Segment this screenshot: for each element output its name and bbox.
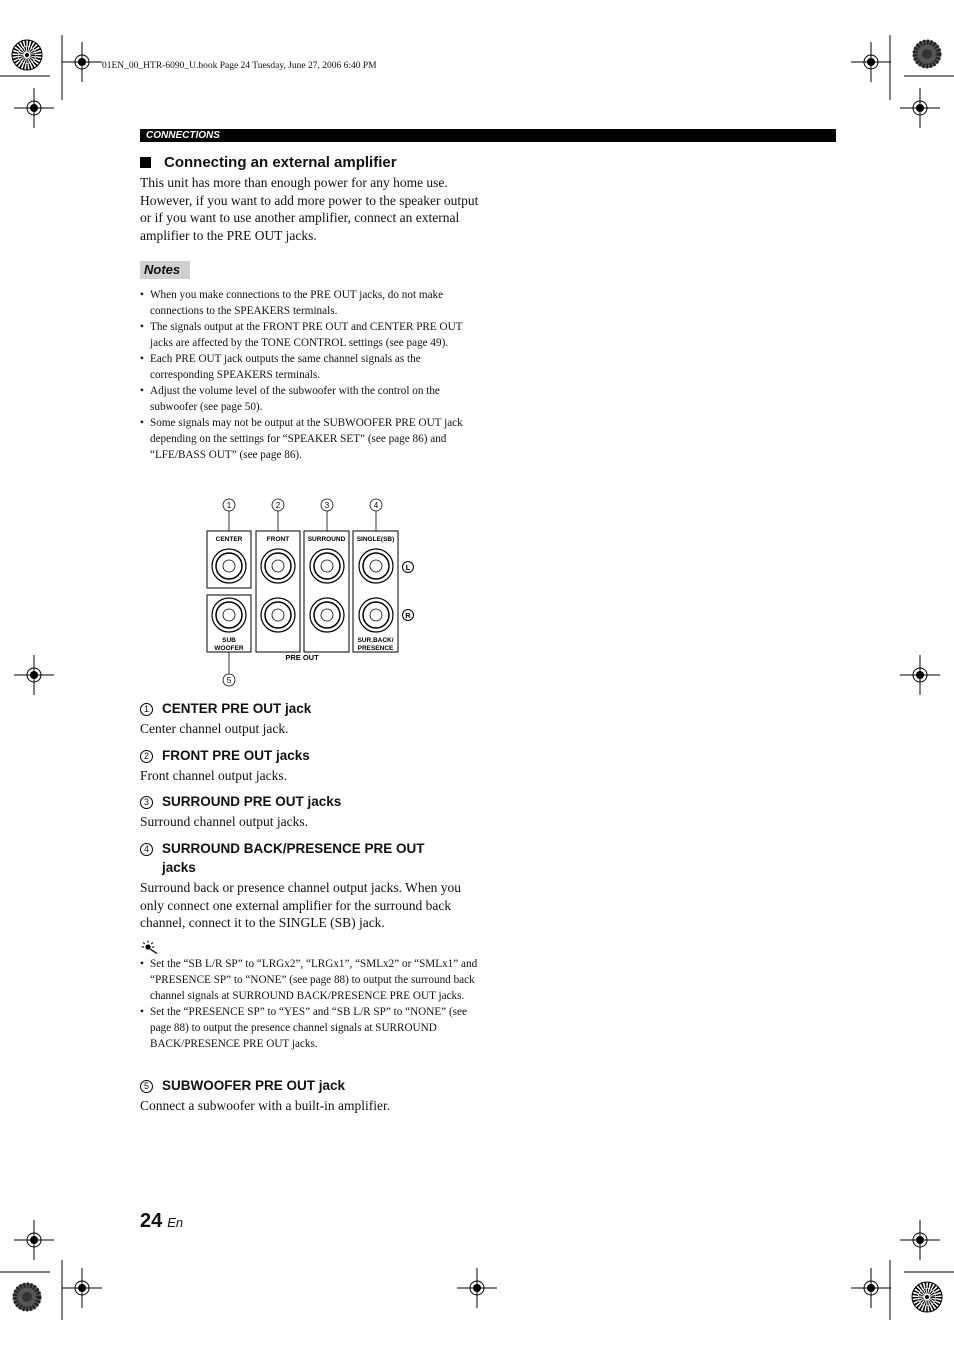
surback-label: SUR.BACK/: [357, 637, 394, 644]
center-label: CENTER: [215, 536, 243, 543]
surround-label: SURROUND: [307, 536, 346, 543]
crosshair-icon: [14, 655, 54, 695]
page-number: 24 En: [140, 1210, 184, 1232]
registration-wheel-icon: [912, 1282, 942, 1312]
crosshair-icon: [900, 655, 940, 695]
callout-4: [370, 499, 382, 531]
callout-5: [223, 652, 235, 686]
crosshair-icon: [851, 42, 891, 82]
notes-tag: [140, 261, 190, 279]
page-title: Connecting an external amplifier: [140, 154, 397, 171]
item-body-3: Surround channel output jacks.: [140, 814, 308, 829]
surround-l-jack[interactable]: [310, 549, 344, 583]
sub-label: SUB: [222, 637, 236, 644]
crosshair-icon: [62, 42, 102, 82]
tips-list: [140, 956, 485, 1052]
list-item: • Set the “PRESENCE SP” to “YES” and “SB L/R SP” to “NONE” (see page 88) to output the presence channel signals at SURROUND BACK/PRESENCE PRE OUT jacks.: [140, 1004, 485, 1052]
presence-label: PRESENCE: [357, 645, 394, 652]
svg-text:5: 5: [226, 676, 232, 685]
right-marker: [403, 610, 414, 621]
surback-r-jack[interactable]: [359, 598, 393, 632]
callout-3: [321, 499, 333, 531]
item-heading-1: 1 CENTER PRE OUT jack: [140, 699, 452, 718]
subwoofer-jack[interactable]: [212, 598, 246, 632]
crosshair-icon: [62, 1268, 102, 1308]
registration-wheel-icon: [913, 40, 941, 68]
callout-2: [272, 499, 284, 531]
front-l-jack[interactable]: [261, 549, 295, 583]
notes-list: [140, 287, 480, 463]
list-item: • Some signals may not be output at the SUBWOOFER PRE OUT jack depending on the settings for “SPEAKER SET” (see page 86) and “LFE/BASS OUT” (see page 86).: [140, 415, 480, 463]
item-heading-4: 4 SURROUND BACK/PRESENCE PRE OUT jacks: [140, 839, 452, 877]
surback-l-jack[interactable]: [359, 549, 393, 583]
single-sb-label: SINGLE(SB): [356, 536, 395, 543]
item-body-1: Center channel output jack.: [140, 721, 289, 736]
crosshair-icon: [900, 1220, 940, 1260]
callout-1: [223, 499, 235, 531]
crosshair-icon: [14, 88, 54, 128]
crosshair-icon: [457, 1268, 497, 1308]
intro-paragraph: This unit has more than enough power for any home use. However, if you want to add more power to the speaker output or if you want to use another amplifier, connect an external amplifier to the PRE OUT jacks.: [140, 175, 479, 244]
list-item: • When you make connections to the PRE OUT jacks, do not make connections to the SPEAKERS terminals.: [140, 287, 480, 319]
svg-text:3: 3: [324, 501, 330, 510]
list-item: • Adjust the volume level of the subwoofer with the control on the subwoofer (see page 50).: [140, 383, 480, 415]
registration-wheel-icon: [12, 40, 42, 70]
svg-text:1: 1: [226, 501, 232, 510]
section-label: CONNECTIONS: [146, 130, 220, 141]
front-label: FRONT: [266, 536, 290, 543]
list-item: • Each PRE OUT jack outputs the same channel signals as the corresponding SPEAKERS terminals.: [140, 351, 480, 383]
crosshair-icon: [851, 1268, 891, 1308]
crosshair-icon: [14, 1220, 54, 1260]
svg-text:4: 4: [373, 501, 379, 510]
file-info: 01EN_00_HTR-6090_U.book Page 24 Tuesday, June 27, 2006 6:40 PM: [102, 61, 377, 71]
svg-text:2: 2: [275, 501, 281, 510]
item-body-5: Connect a subwoofer with a built-in amplifier.: [140, 1098, 391, 1113]
item-body-2: Front channel output jacks.: [140, 768, 287, 783]
svg-text:L: L: [405, 563, 411, 572]
item-heading-2: 2 FRONT PRE OUT jacks: [140, 746, 452, 765]
list-item: • Set the “SB L/R SP” to “LRGx2”, “LRGx1”, “SMLx2” or “SMLx1” and “PRESENCE SP” to “NONE” (see page 88) to output the surround back channel signals at SURROUND BACK/PRESENCE PRE OUT jacks.: [140, 956, 485, 1004]
item-body-4: Surround back or presence channel output jacks. When you only connect one external amplifier for the surround back channel, connect it to the SINGLE (SB) jack.: [140, 880, 462, 931]
svg-text:R: R: [405, 611, 411, 620]
front-r-jack[interactable]: [261, 598, 295, 632]
pre-out-label: PRE OUT: [285, 653, 319, 662]
item-heading-5: 5 SUBWOOFER PRE OUT jack: [140, 1076, 452, 1095]
notes-label: Notes: [144, 262, 181, 277]
item-heading-3: 3 SURROUND PRE OUT jacks: [140, 792, 452, 811]
center-jack[interactable]: [212, 549, 246, 583]
list-item: • The signals output at the FRONT PRE OUT and CENTER PRE OUT jacks are affected by the TONE CONTROL settings (see page 49).: [140, 319, 480, 351]
square-bullet-icon: [140, 157, 151, 168]
tip-icon: [141, 940, 159, 954]
registration-wheel-icon: [13, 1283, 41, 1311]
left-marker: [403, 562, 414, 573]
crosshair-icon: [900, 88, 940, 128]
section-bar: [140, 129, 836, 142]
woofer-label: WOOFER: [214, 645, 244, 652]
surround-r-jack[interactable]: [310, 598, 344, 632]
pre-out-diagram: [200, 494, 425, 690]
